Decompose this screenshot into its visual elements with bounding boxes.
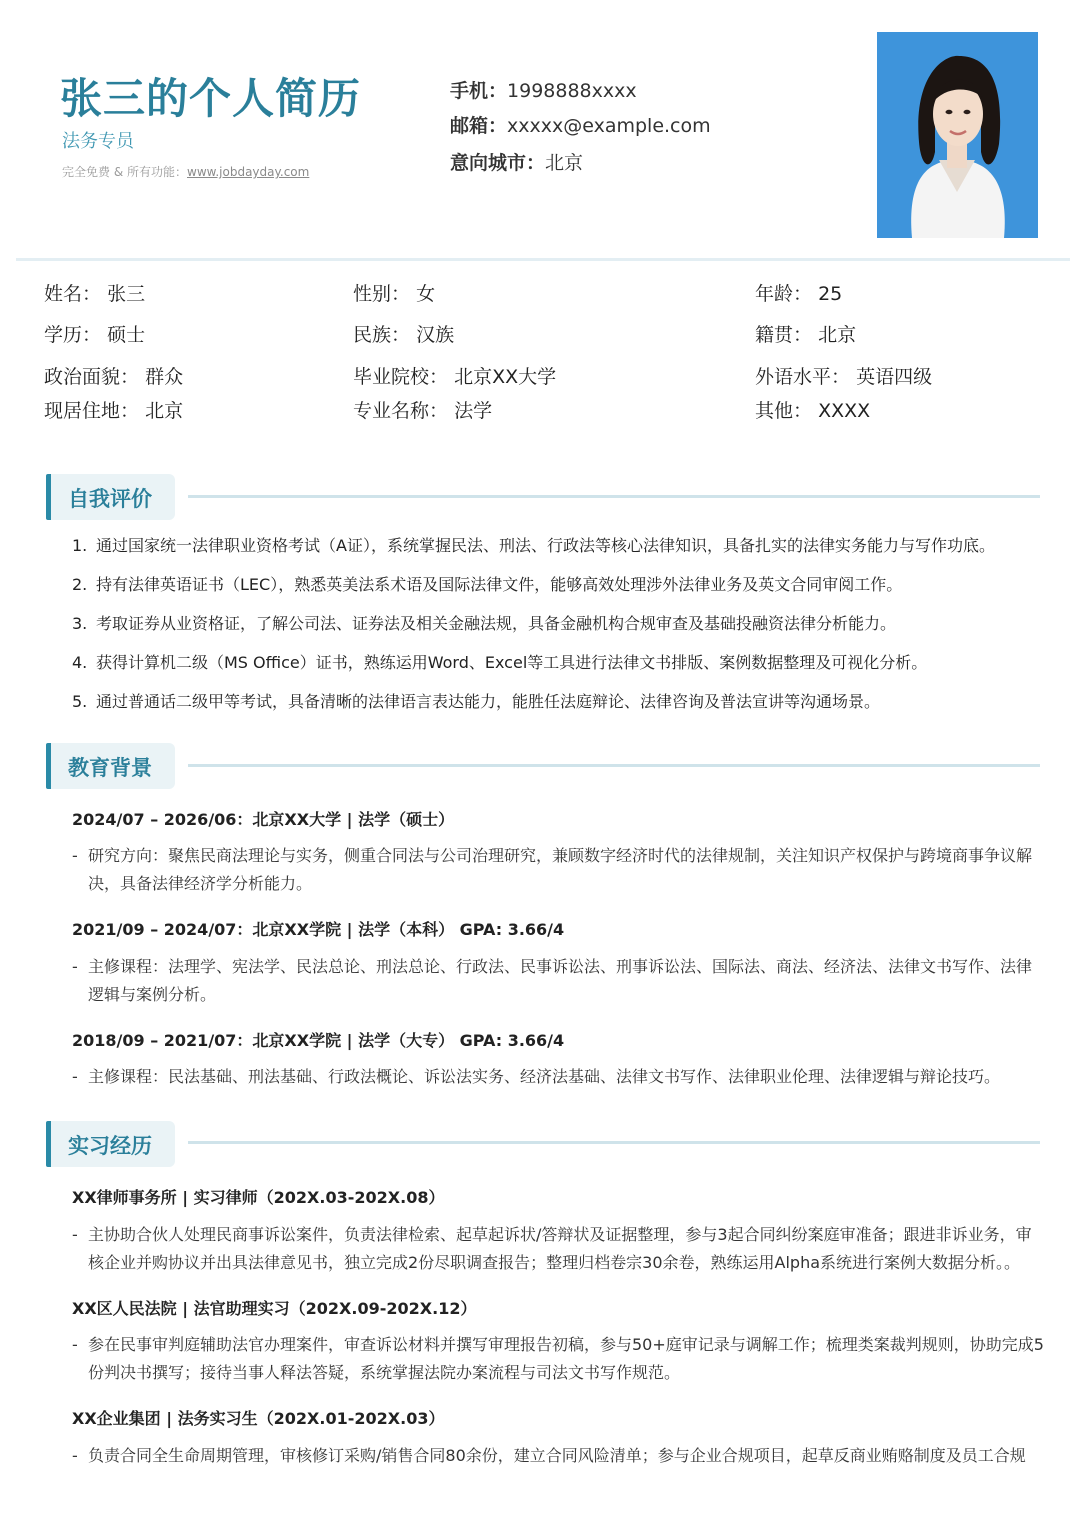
section-rule: [188, 495, 1040, 498]
profile-photo: [877, 32, 1038, 238]
list-item-text: 获得计算机二级（MS Office）证书，熟练运用Word、Excel等工具进行法律文书排版、案例数据整理及可视化分析。: [96, 653, 928, 672]
list-item-text: 通过国家统一法律职业资格考试（A证），系统掌握民法、刑法、行政法等核心法律知识，具备扎实的法律实务能力与写作功底。: [96, 536, 995, 555]
list-item-text: 考取证券从业资格证，了解公司法、证券法及相关金融法规，具备金融机构合规审查及基础投融资法律分析能力。: [96, 614, 897, 633]
internship-entry-desc: - 参在民事审判庭辅助法官办理案件，审查诉讼材料并撰写审理报告初稿，参与50+庭审记录与调解工作；梳理类案裁判规则，协助完成5份判决书撰写；接待当事人释法答疑，系统掌握法院办案流程与司法文书写作规范。: [72, 1331, 1044, 1387]
info-other: [755, 396, 870, 423]
list-item: 5. 通过普通话二级甲等考试，具备清晰的法律语言表达能力，能胜任法庭辩论、法律咨询及普法宣讲等沟通场景。: [72, 692, 881, 711]
city-row: [450, 148, 583, 175]
education-entry-title: 2024/07 – 2026/06：北京XX大学 | 法学（硕士）: [72, 810, 455, 829]
section-title: 教育背景: [68, 756, 152, 780]
education-entry-desc: - 主修课程：民法基础、刑法基础、行政法概论、诉讼法实务、经济法基础、法律文书写作、法律职业伦理、法律逻辑与辩论技巧。: [72, 1063, 1044, 1091]
info-label: 性别：: [353, 283, 411, 305]
list-item: 3. 考取证券从业资格证，了解公司法、证券法及相关金融法规，具备金融机构合规审查及基础投融资法律分析能力。: [72, 614, 897, 633]
section-title: 自我评价: [68, 487, 152, 511]
section-rule: [188, 1141, 1040, 1144]
info-label: 民族：: [353, 324, 411, 346]
phone-row: [450, 76, 637, 103]
info-value: 北京XX大学: [454, 366, 557, 388]
info-degree: [44, 320, 145, 347]
city-value: 北京: [545, 152, 584, 174]
section-header-self-eval: [46, 474, 175, 520]
section-header-internship: [46, 1121, 175, 1167]
info-residence: [44, 396, 183, 423]
entry-desc-text: 研究方向：聚焦民商法理论与实务，侧重合同法与公司治理研究，兼顾数字经济时代的法律规制，关注知识产权保护与跨境商事争议解决，具备法律经济学分析能力。: [88, 846, 1033, 893]
info-value: 女: [416, 283, 436, 305]
info-school: [353, 362, 556, 389]
tagline-text: 完全免费 & 所有功能：: [62, 165, 187, 179]
info-language: [755, 362, 932, 389]
internship-entry-desc: - 负责合同全生命周期管理，审核修订采购/销售合同80余份，建立合同风险清单；参与企业合规项目，起草反商业贿赂制度及员工合规: [72, 1442, 1044, 1470]
info-label: 年龄：: [755, 283, 813, 305]
entry-desc-text: 主修课程：民法基础、刑法基础、行政法概论、诉讼法实务、经济法基础、法律文书写作、法律职业伦理、法律逻辑与辩论技巧。: [88, 1067, 1001, 1086]
info-label: 籍贯：: [755, 324, 813, 346]
section-title: 实习经历: [68, 1134, 152, 1158]
info-label: 政治面貌：: [44, 366, 140, 388]
phone-label: 手机：: [450, 80, 508, 102]
info-name: [44, 279, 145, 306]
info-value: XXXX: [818, 400, 871, 422]
internship-entry-desc: - 主协助合伙人处理民商事诉讼案件，负责法律检索、起草起诉状/答辩状及证据整理，参与3起合同纠纷案庭审准备；跟进非诉业务，审核企业并购协议并出具法律意见书，独立完成2份尽职调查报告；整理归档卷宗30余卷，熟练运用Alpha系统进行案例大数据分析。。: [72, 1221, 1044, 1277]
info-value: 法学: [454, 400, 493, 422]
list-item-text: 持有法律英语证书（LEC），熟悉英美法系术语及国际法律文件，能够高效处理涉外法律业务及英文合同审阅工作。: [96, 575, 903, 594]
email-label: 邮箱：: [450, 115, 508, 137]
info-label: 现居住地：: [44, 400, 140, 422]
education-entry-desc: - 研究方向：聚焦民商法理论与实务，侧重合同法与公司治理研究，兼顾数字经济时代的法律规制，关注知识产权保护与跨境商事争议解决，具备法律经济学分析能力。: [72, 842, 1044, 898]
tagline: [62, 163, 309, 180]
resume-title: 张三的个人简历: [60, 74, 362, 123]
info-political: [44, 362, 183, 389]
phone-value: 1998888xxxx: [507, 80, 637, 102]
info-value: 汉族: [416, 324, 455, 346]
section-header-education: [46, 743, 175, 789]
job-title: 法务专员: [62, 131, 134, 152]
email-value: xxxxx@example.com: [507, 115, 711, 137]
info-value: 北京: [818, 324, 857, 346]
header-divider: [16, 258, 1070, 261]
entry-desc-text: 负责合同全生命周期管理，审核修订采购/销售合同80余份，建立合同风险清单；参与企业合规项目，起草反商业贿赂制度及员工合规: [88, 1446, 1026, 1465]
info-value: 硕士: [107, 324, 146, 346]
info-label: 毕业院校：: [353, 366, 449, 388]
internship-entry-title: XX企业集团 | 法务实习生（202X.01-202X.03）: [72, 1409, 445, 1428]
list-item-text: 通过普通话二级甲等考试，具备清晰的法律语言表达能力，能胜任法庭辩论、法律咨询及普法宣讲等沟通场景。: [96, 692, 881, 711]
internship-entry-title: XX律师事务所 | 实习律师（202X.03-202X.08）: [72, 1188, 445, 1207]
info-label: 专业名称：: [353, 400, 449, 422]
entry-desc-text: 主协助合伙人处理民商事诉讼案件，负责法律检索、起草起诉状/答辩状及证据整理，参与3起合同纠纷案庭审准备；跟进非诉业务，审核企业并购协议并出具法律意见书，独立完成2份尽职调查报告；整理归档卷宗30余卷，熟练运用Alpha系统进行案例大数据分析。。: [88, 1225, 1032, 1272]
info-value: 英语四级: [856, 366, 933, 388]
city-label: 意向城市：: [450, 152, 546, 174]
info-hometown: [755, 320, 856, 347]
list-item: 4. 获得计算机二级（MS Office）证书，熟练运用Word、Excel等工具进行法律文书排版、案例数据整理及可视化分析。: [72, 653, 928, 672]
info-value: 25: [818, 283, 843, 305]
info-ethnicity: [353, 320, 454, 347]
info-label: 其他：: [755, 400, 813, 422]
info-value: 群众: [145, 366, 184, 388]
website-link[interactable]: www.jobdayday.com: [187, 165, 310, 179]
internship-entry-title: XX区人民法院 | 法官助理实习（202X.09-202X.12）: [72, 1299, 477, 1318]
info-gender: [353, 279, 435, 306]
info-age: [755, 279, 842, 306]
entry-desc-text: 参在民事审判庭辅助法官办理案件，审查诉讼材料并撰写审理报告初稿，参与50+庭审记录与调解工作；梳理类案裁判规则，协助完成5份判决书撰写；接待当事人释法答疑，系统掌握法院办案流程与司法文书写作规范。: [88, 1335, 1044, 1382]
education-entry-desc: - 主修课程：法理学、宪法学、民法总论、刑法总论、行政法、民事诉讼法、刑事诉讼法、国际法、商法、经济法、法律文书写作、法律逻辑与案例分析。: [72, 953, 1044, 1009]
info-value: 张三: [107, 283, 146, 305]
list-item: 2. 持有法律英语证书（LEC），熟悉英美法系术语及国际法律文件，能够高效处理涉外法律业务及英文合同审阅工作。: [72, 575, 903, 594]
entry-desc-text: 主修课程：法理学、宪法学、民法总论、刑法总论、行政法、民事诉讼法、刑事诉讼法、国际法、商法、经济法、法律文书写作、法律逻辑与案例分析。: [88, 957, 1033, 1004]
info-label: 学历：: [44, 324, 102, 346]
list-item: 1. 通过国家统一法律职业资格考试（A证），系统掌握民法、刑法、行政法等核心法律知识，具备扎实的法律实务能力与写作功底。: [72, 536, 995, 555]
info-label: 外语水平：: [755, 366, 851, 388]
education-entry-title: 2018/09 – 2021/07：北京XX学院 | 法学（大专） GPA: 3.66/4: [72, 1031, 565, 1050]
section-rule: [188, 764, 1040, 767]
email-row: [450, 111, 711, 138]
info-label: 姓名：: [44, 283, 102, 305]
education-entry-title: 2021/09 – 2024/07：北京XX学院 | 法学（本科） GPA: 3.66/4: [72, 920, 565, 939]
info-major: [353, 396, 492, 423]
info-value: 北京: [145, 400, 184, 422]
